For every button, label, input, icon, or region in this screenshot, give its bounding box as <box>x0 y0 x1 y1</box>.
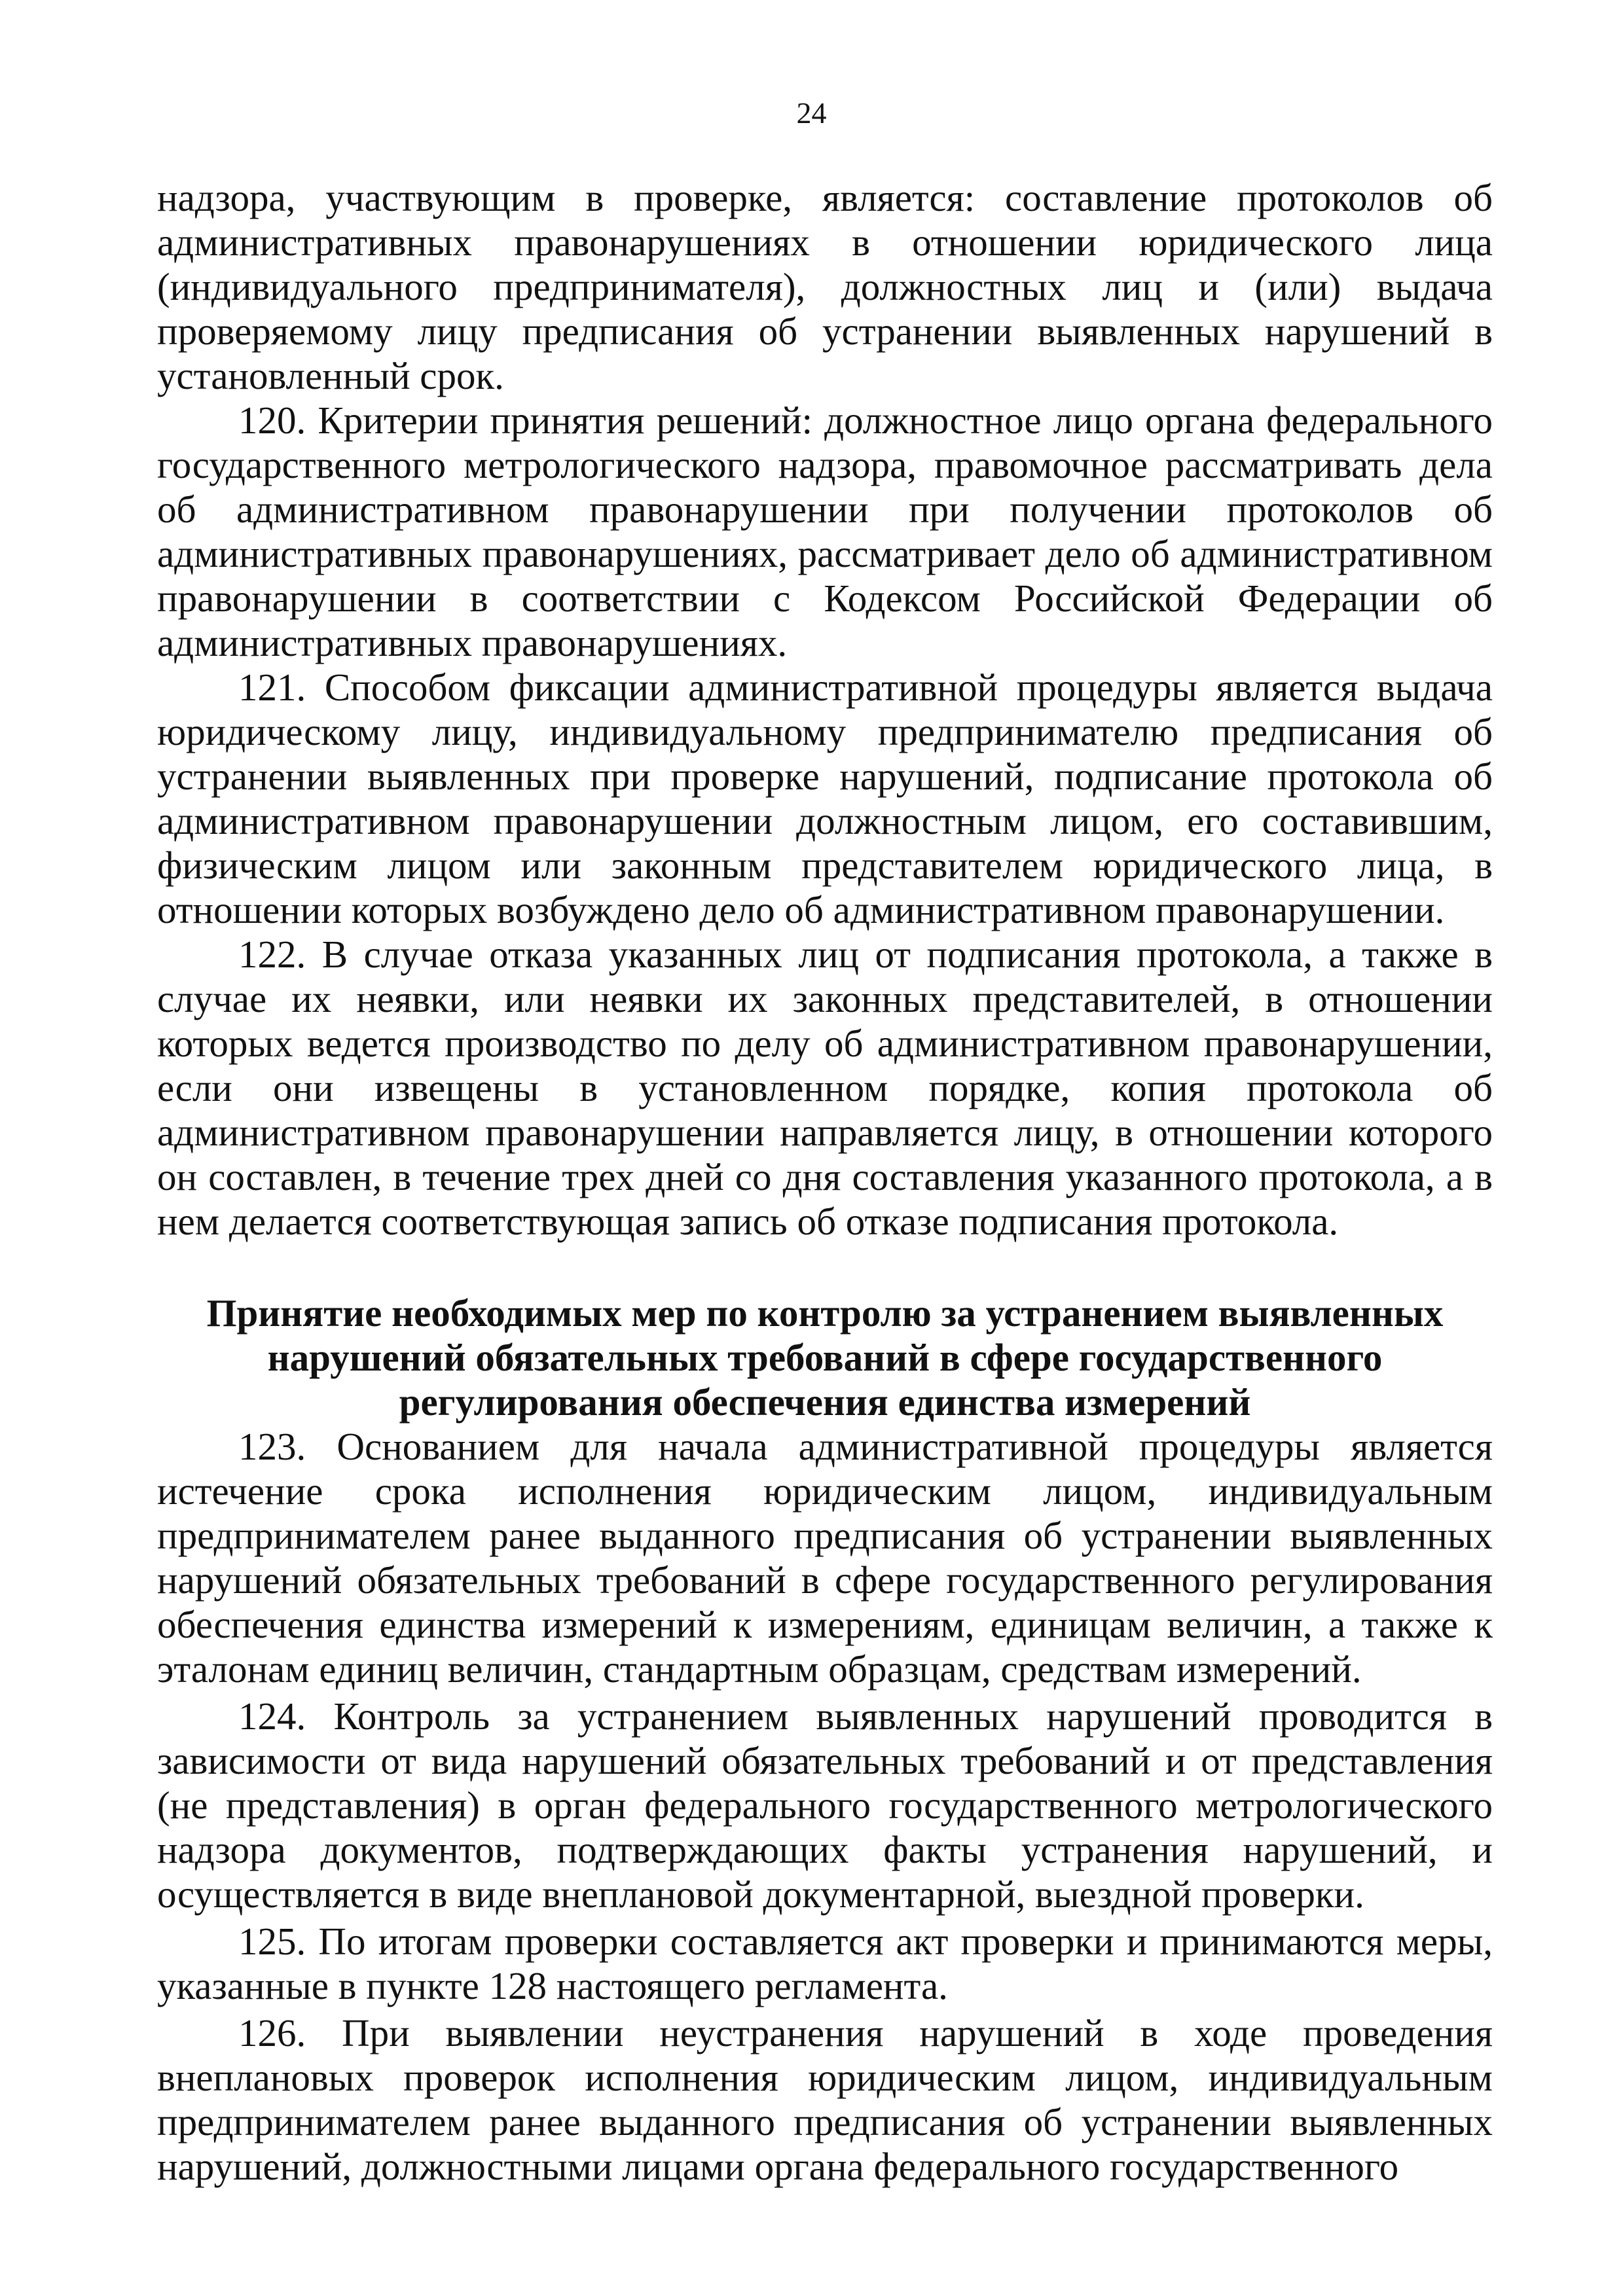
paragraph-120: 120. Критерии принятия решений: должностное лицо органа федерального государственного метрологического надзора, правомочное рассматривать дела об административном правонарушении при получении протоколов об административных правонарушениях, рассматривает дело об административном правонарушении в соответствии с Кодексом Российской Федерации об административных правонарушениях. <box>157 399 1493 664</box>
paragraph-122: 122. В случае отказа указанных лиц от подписания протокола, а также в случае их неявки, или неявки их законных представителей, в отношении которых ведется производство по делу об административном правонарушении, если они извещены в установленном порядке, копия протокола об административном правонарушении направляется лицу, в отношении которого он составлен, в течение трех дней со дня составления указанного протокола, а в нем делается соответствующая запись об отказе подписания протокола. <box>157 933 1493 1243</box>
paragraph-126: 126. При выявлении неустранения нарушений в ходе проведения внеплановых проверок исполнения юридическим лицом, индивидуальным предпринимателем ранее выданного предписания об устранении выявленных нарушений, должностными лицами органа федерального государственного <box>157 2011 1493 2188</box>
paragraph-125: 125. По итогам проверки составляется акт проверки и принимаются меры, указанные в пункте 128 настоящего регламента. <box>157 1920 1493 2007</box>
paragraph-121: 121. Способом фиксации административной процедуры является выдача юридическому лицу, индивидуальному предпринимателю предписания об устранении выявленных при проверке нарушений, подписание протокола об административном правонарушении должностным лицом, его составившим, физическим лицом или законным представителем юридического лица, в отношении которых возбуждено дело об административном правонарушении. <box>157 666 1493 931</box>
paragraph-continuation: надзора, участвующим в проверке, является: составление протоколов об административных правонарушениях в отношении юридического лица (индивидуального предпринимателя), должностных лиц и (или) выдача проверяемому лицу предписания об устранении выявленных нарушений в установленный срок. <box>157 176 1493 397</box>
paragraph-124: 124. Контроль за устранением выявленных нарушений проводится в зависимости от вида нарушений обязательных требований и от представления (не представления) в орган федерального государственного метрологического надзора документов, подтверждающих факты устранения нарушений, и осуществляется в виде внеплановой документарной, выездной проверки. <box>157 1695 1493 1916</box>
paragraph-123: 123. Основанием для начала административной процедуры является истечение срока исполнения юридическим лицом, индивидуальным предпринимателем ранее выданного предписания об устранении выявленных нарушений обязательных требований в сфере государственного регулирования обеспечения единства измерений к измерениям, единицам величин, а также к эталонам единиц величин, стандартным образцам, средствам измерений. <box>157 1425 1493 1691</box>
section-heading: Принятие необходимых мер по контролю за устранением выявленных нарушений обязательных требований в сфере государственного регулирования обеспечения единства измерений <box>206 1291 1444 1424</box>
document-body <box>157 175 1493 2189</box>
page-number: 24 <box>796 96 827 130</box>
